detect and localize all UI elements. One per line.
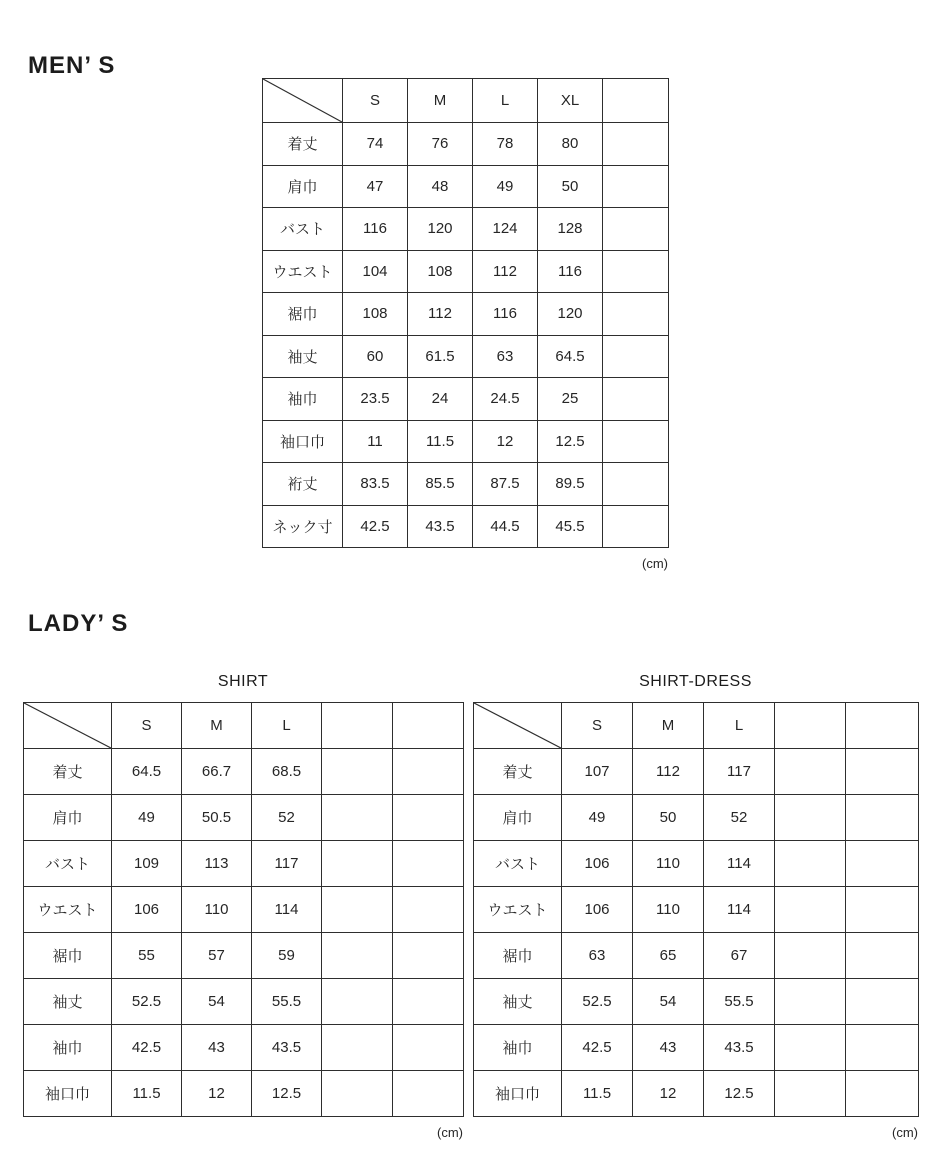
size-header-l: L [473,79,538,123]
size-value-cell: 63 [562,933,633,979]
empty-header-cell [846,703,919,749]
size-header-s: S [112,703,182,749]
empty-value-cell [775,1025,846,1071]
size-value-cell: 85.5 [408,463,473,506]
empty-value-cell [846,887,919,933]
mens-size-table [262,78,669,548]
size-value-cell: 47 [343,165,408,208]
size-value-cell: 60 [343,335,408,378]
empty-value-cell [393,795,464,841]
size-value-cell: 49 [562,795,633,841]
empty-value-cell [846,979,919,1025]
empty-value-cell [775,749,846,795]
size-value-cell: 104 [343,250,408,293]
size-value-cell: 42.5 [562,1025,633,1071]
size-value-cell: 87.5 [473,463,538,506]
measurement-row [24,887,464,933]
measurement-label: 袖丈 [474,979,562,1025]
empty-value-cell [846,795,919,841]
measurement-row [474,1025,919,1071]
empty-value-cell [322,841,393,887]
measurement-row [263,420,669,463]
diagonal-line-icon [24,703,111,748]
size-value-cell: 42.5 [112,1025,182,1071]
measurement-label: 袖巾 [24,1025,112,1071]
empty-value-cell [393,933,464,979]
size-value-cell: 55.5 [252,979,322,1025]
table-caption-shirt-dress: SHIRT-DRESS [639,673,752,690]
size-value-cell: 112 [633,749,704,795]
empty-value-cell [322,979,393,1025]
empty-value-cell [322,749,393,795]
diagonal-corner-cell [263,79,343,123]
size-value-cell: 116 [343,208,408,251]
size-value-cell: 117 [704,749,775,795]
empty-value-cell [603,420,669,463]
size-header-row [474,703,919,749]
size-value-cell: 54 [633,979,704,1025]
size-value-cell: 50 [538,165,603,208]
size-value-cell: 43 [633,1025,704,1071]
size-value-cell: 45.5 [538,505,603,548]
size-value-cell: 68.5 [252,749,322,795]
empty-value-cell [775,841,846,887]
size-value-cell: 25 [538,378,603,421]
size-value-cell: 80 [538,123,603,166]
measurement-row [474,887,919,933]
size-value-cell: 49 [112,795,182,841]
size-value-cell: 11 [343,420,408,463]
empty-value-cell [603,463,669,506]
mens-section-title: MEN’ S [28,52,116,79]
measurement-label: ウエスト [24,887,112,933]
empty-value-cell [775,979,846,1025]
size-value-cell: 12.5 [538,420,603,463]
empty-value-cell [393,841,464,887]
ladys-shirt-dress-size-chart-block [473,672,918,1140]
empty-value-cell [393,887,464,933]
size-value-cell: 55 [112,933,182,979]
measurement-row [24,979,464,1025]
size-header-s: S [343,79,408,123]
empty-value-cell [775,795,846,841]
empty-value-cell [603,378,669,421]
empty-value-cell [603,208,669,251]
measurement-label: 裄丈 [263,463,343,506]
size-value-cell: 120 [408,208,473,251]
size-value-cell: 11.5 [112,1071,182,1117]
size-value-cell: 44.5 [473,505,538,548]
measurement-row [24,1025,464,1071]
size-value-cell: 67 [704,933,775,979]
measurement-label: 肩巾 [474,795,562,841]
size-value-cell: 24.5 [473,378,538,421]
size-value-cell: 49 [473,165,538,208]
measurement-label: 着丈 [263,123,343,166]
size-value-cell: 124 [473,208,538,251]
size-value-cell: 110 [182,887,252,933]
size-value-cell: 52.5 [112,979,182,1025]
size-value-cell: 116 [473,293,538,336]
size-value-cell: 12 [182,1071,252,1117]
size-value-cell: 110 [633,841,704,887]
diagonal-corner-cell [474,703,562,749]
measurement-row [263,505,669,548]
size-value-cell: 63 [473,335,538,378]
empty-header-cell [775,703,846,749]
measurement-row [263,378,669,421]
size-value-cell: 61.5 [408,335,473,378]
size-value-cell: 116 [538,250,603,293]
empty-value-cell [846,1071,919,1117]
measurement-label: ネック寸 [263,505,343,548]
measurement-row [24,749,464,795]
size-value-cell: 114 [252,887,322,933]
measurement-row [263,463,669,506]
empty-value-cell [775,1071,846,1117]
size-value-cell: 106 [112,887,182,933]
size-header-row [24,703,464,749]
empty-header-cell [393,703,464,749]
measurement-row [263,293,669,336]
measurement-row [24,1071,464,1117]
size-value-cell: 128 [538,208,603,251]
measurement-row [474,749,919,795]
measurement-row [474,795,919,841]
size-header-m: M [408,79,473,123]
size-value-cell: 109 [112,841,182,887]
size-value-cell: 108 [408,250,473,293]
measurement-label: 肩巾 [24,795,112,841]
measurement-label: バスト [263,208,343,251]
diagonal-line-icon [474,703,561,748]
measurement-label: 袖巾 [474,1025,562,1071]
empty-value-cell [846,933,919,979]
size-header-xl: XL [538,79,603,123]
size-value-cell: 64.5 [538,335,603,378]
size-value-cell: 112 [473,250,538,293]
measurement-label: 着丈 [474,749,562,795]
measurement-label: 袖巾 [263,378,343,421]
size-value-cell: 120 [538,293,603,336]
unit-label: (cm) [642,556,668,571]
measurement-label: 袖口巾 [24,1071,112,1117]
empty-value-cell [393,749,464,795]
size-header-m: M [633,703,704,749]
size-value-cell: 43 [182,1025,252,1071]
size-value-cell: 89.5 [538,463,603,506]
size-value-cell: 12.5 [704,1071,775,1117]
measurement-row [24,841,464,887]
ladys-shirt-dress-size-table [473,702,919,1117]
ladys-section-title: LADY’ S [28,610,129,637]
table-caption-shirt: SHIRT [217,673,269,690]
measurement-row [474,933,919,979]
measurement-row [263,335,669,378]
unit-label: (cm) [437,1125,463,1140]
empty-value-cell [322,933,393,979]
measurement-row [263,165,669,208]
size-value-cell: 83.5 [343,463,408,506]
size-value-cell: 43.5 [408,505,473,548]
diagonal-corner-cell [24,703,112,749]
empty-value-cell [322,887,393,933]
measurement-label: 裾巾 [474,933,562,979]
size-header-s: S [562,703,633,749]
empty-value-cell [603,505,669,548]
size-value-cell: 112 [408,293,473,336]
measurement-row [263,208,669,251]
measurement-label: 袖丈 [263,335,343,378]
size-value-cell: 74 [343,123,408,166]
size-value-cell: 43.5 [252,1025,322,1071]
size-value-cell: 107 [562,749,633,795]
ladys-shirt-size-table [23,702,464,1117]
size-value-cell: 48 [408,165,473,208]
empty-value-cell [846,841,919,887]
size-value-cell: 42.5 [343,505,408,548]
size-value-cell: 114 [704,841,775,887]
measurement-row [24,933,464,979]
size-value-cell: 114 [704,887,775,933]
measurement-row [263,250,669,293]
size-value-cell: 78 [473,123,538,166]
measurement-row [474,979,919,1025]
size-value-cell: 52.5 [562,979,633,1025]
empty-value-cell [603,123,669,166]
size-value-cell: 11.5 [408,420,473,463]
size-value-cell: 43.5 [704,1025,775,1071]
size-header-row [263,79,669,123]
measurement-label: 裾巾 [24,933,112,979]
measurement-row [474,841,919,887]
size-value-cell: 117 [252,841,322,887]
size-value-cell: 12 [473,420,538,463]
empty-value-cell [603,165,669,208]
empty-value-cell [322,1071,393,1117]
size-value-cell: 52 [252,795,322,841]
measurement-label: 着丈 [24,749,112,795]
size-header-l: L [704,703,775,749]
size-value-cell: 11.5 [562,1071,633,1117]
empty-header-cell [322,703,393,749]
size-value-cell: 50 [633,795,704,841]
measurement-label: ウエスト [474,887,562,933]
size-value-cell: 106 [562,841,633,887]
size-value-cell: 57 [182,933,252,979]
size-value-cell: 12.5 [252,1071,322,1117]
size-value-cell: 24 [408,378,473,421]
size-header-m: M [182,703,252,749]
unit-label: (cm) [892,1125,918,1140]
size-value-cell: 23.5 [343,378,408,421]
size-value-cell: 65 [633,933,704,979]
size-value-cell: 59 [252,933,322,979]
measurement-row [474,1071,919,1117]
empty-value-cell [603,335,669,378]
size-value-cell: 108 [343,293,408,336]
size-value-cell: 50.5 [182,795,252,841]
diagonal-line-icon [263,79,342,122]
measurement-label: バスト [474,841,562,887]
size-value-cell: 113 [182,841,252,887]
empty-value-cell [775,887,846,933]
empty-value-cell [846,749,919,795]
empty-value-cell [322,1025,393,1071]
measurement-label: 袖丈 [24,979,112,1025]
measurement-row [24,795,464,841]
size-value-cell: 12 [633,1071,704,1117]
size-value-cell: 55.5 [704,979,775,1025]
mens-size-chart-block [262,78,668,571]
empty-value-cell [393,1071,464,1117]
size-value-cell: 52 [704,795,775,841]
size-value-cell: 66.7 [182,749,252,795]
size-value-cell: 76 [408,123,473,166]
empty-value-cell [775,933,846,979]
measurement-label: 袖口巾 [474,1071,562,1117]
size-header-l: L [252,703,322,749]
empty-value-cell [393,979,464,1025]
empty-value-cell [603,293,669,336]
measurement-row [263,123,669,166]
empty-value-cell [322,795,393,841]
measurement-label: 肩巾 [263,165,343,208]
measurement-label: 裾巾 [263,293,343,336]
size-value-cell: 54 [182,979,252,1025]
empty-value-cell [846,1025,919,1071]
size-value-cell: 64.5 [112,749,182,795]
empty-value-cell [603,250,669,293]
measurement-label: バスト [24,841,112,887]
size-value-cell: 110 [633,887,704,933]
empty-value-cell [393,1025,464,1071]
size-value-cell: 106 [562,887,633,933]
ladys-shirt-size-chart-block [23,672,463,1140]
measurement-label: 袖口巾 [263,420,343,463]
empty-header-cell [603,79,669,123]
measurement-label: ウエスト [263,250,343,293]
